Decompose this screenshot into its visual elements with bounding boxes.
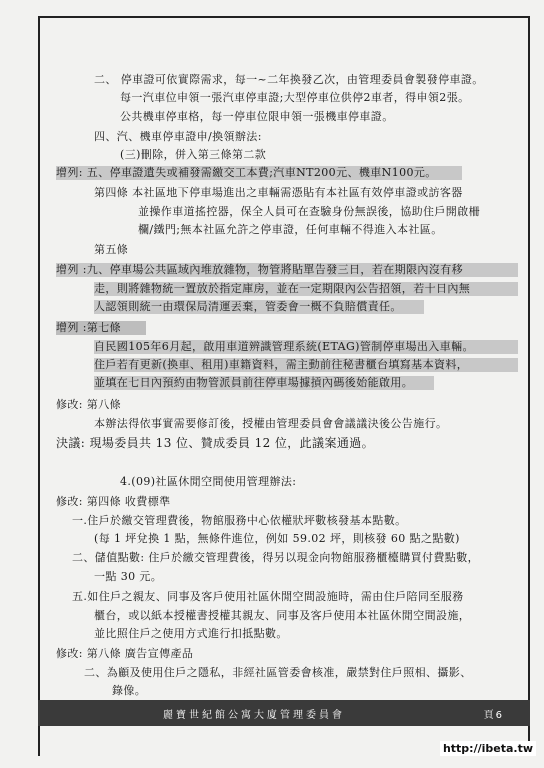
text-line: 本辦法得依事實需要修訂後，授權由管理委員會會議議決後公告施行。 (94, 417, 448, 430)
text-line: 二、 停車證可依實際需求，每一~二年換發乙次，由管理委員會製發停車證。 (94, 73, 484, 86)
text-line: 櫃台，或以紙本授權書授權其親友、同事及客戶使用本社區休閒空間設施， (94, 609, 471, 622)
text-line: 一點 30 元。 (94, 570, 163, 583)
page-number: 頁6 (483, 710, 504, 721)
text-line-highlighted: 並填在七日內預約由物管派員前往停車場據摃內碼後始能啟用。 (94, 376, 434, 390)
text-line: 二、儲值點數: 住戶於繳交管理費後，得另以現金向物館服務櫃檯購買付費點數， (72, 551, 479, 564)
footer-org-name: 麗寶世紀館公寓大廈管理委員會 (163, 710, 345, 721)
text-line: 修改: 第四條 收費標準 (56, 495, 171, 508)
text-line: 決議: 現場委員共 13 位、贊成委員 12 位，此議案通過。 (56, 436, 375, 450)
text-line-highlighted: 人認領則統一由環保局清運丟棄，管委會一概不負賠償責任。 (94, 300, 424, 314)
text-line: 每一汽車位申領一張汽車停車證;大型停車位供停2車者，得申領2張。 (120, 91, 470, 104)
text-line: 修改: 第八條 廣告宣傳產品 (56, 647, 194, 660)
text-line-highlighted: 增列: 五、停車證遺失或補發需繳交工本費;汽車NT200元、機車N100元。 (56, 166, 462, 180)
text-line: 第五條 (94, 243, 129, 256)
text-line-highlighted: 住戶若有更新(換車、租用)車籍資料，需主動前往秘書櫃台填寫基本資料， (94, 358, 518, 372)
text-line: 錄像。 (112, 684, 147, 697)
text-line: 並比照住戶之使用方式進行扣抵點數。 (94, 627, 288, 640)
text-line: 修改: 第八條 (56, 398, 122, 411)
text-line: 四、汽、機車停車證申/換領辦法: (94, 130, 262, 143)
text-line: (每 1 坪兌換 1 點，無條件進位，例如 59.02 坪，則核發 60 點之點數) (94, 532, 460, 545)
text-line-highlighted: 增列 :第七條 (56, 321, 146, 335)
text-line: (三)刪除，併入第三條第二款 (120, 148, 267, 161)
watermark: http://ibeta.tw (440, 741, 536, 756)
text-line: 並操作車道搖控器，保全人員可在查驗身份無誤後，協助住戶開啟柵 (138, 205, 480, 218)
text-line: 第四條 本社區地下停車場進出之車輛需憑貼有本社區有效停車證或訪客器 (94, 186, 463, 199)
text-line-highlighted: 走，則將雜物統一置放於指定庫房，並在一定期限內公告招領，若十日內無 (94, 282, 518, 296)
text-line: 欄/鐵門;無本社區允許之停車證，任何車輛不得進入本社區。 (138, 223, 443, 236)
text-line: 五.如住戶之親友、同事及客戶使用社區休閒空間設施時，需由住戶陪同至服務 (72, 590, 464, 603)
text-line: 一.住戶於繳交管理費後，物館服務中心依權狀坪數核發基本點數。 (72, 514, 407, 527)
text-line-highlighted: 增列 :九、停車場公共區域內堆放雜物，物管將貼單告發三日，若在期限內沒有移 (56, 263, 518, 277)
footer-bar (38, 700, 530, 726)
text-line: 公共機車停車格，每一停車位限申領一張機車停車證。 (120, 110, 394, 123)
text-line: 二、為顧及使用住戶之隱私，非經社區管委會核准，嚴禁對住戶照相、攝影、 (84, 666, 472, 679)
text-line: 4.(09)社區休閒空間使用管理辦法: (120, 475, 297, 488)
text-line-highlighted: 自民國105年6月起，啟用車道辨識管理系統(ETAG)管制停車場出入車輛。 (94, 340, 518, 354)
